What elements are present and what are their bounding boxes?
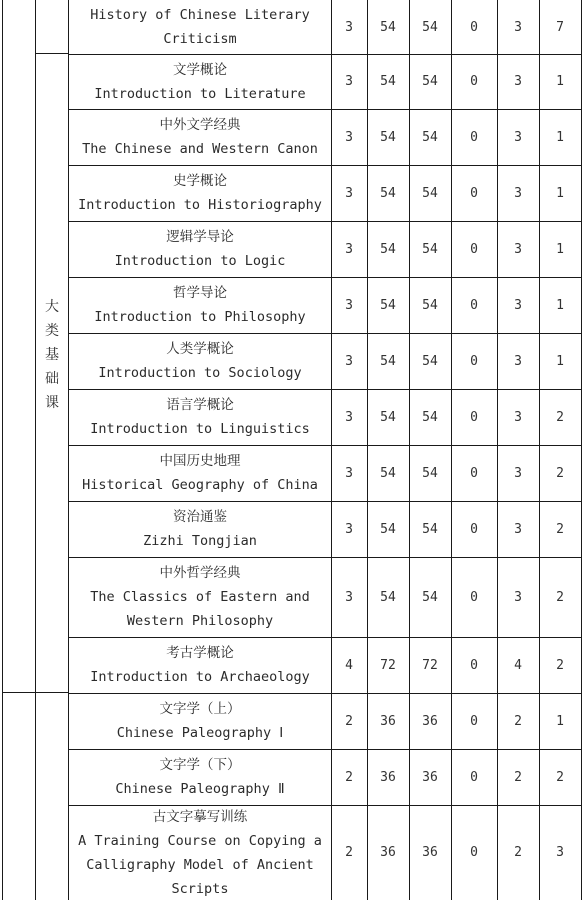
lecture-hours-cell: 54 <box>422 74 438 89</box>
credits-cell: 3 <box>345 589 353 605</box>
credits-cell: 3 <box>345 19 353 35</box>
weekly-hours-cell: 2 <box>514 769 522 785</box>
course-name-zh: 文学概论 <box>173 61 227 78</box>
practice-hours-cell: 0 <box>470 19 478 35</box>
weekly-hours-cell: 4 <box>514 657 522 673</box>
total-hours-cell: 54 <box>380 241 396 257</box>
semester-cell: 2 <box>556 589 564 605</box>
course-name-en: History of Chinese Literary <box>90 7 310 23</box>
practice-hours-cell: 0 <box>470 845 478 860</box>
total-hours-cell: 54 <box>380 465 396 481</box>
course-name-cell <box>69 389 331 445</box>
weekly-hours-cell: 3 <box>514 297 522 313</box>
credits-cell: 3 <box>345 409 353 425</box>
practice-hours-cell: 0 <box>470 185 478 201</box>
course-name-zh: 中外哲学经典 <box>159 565 241 581</box>
course-name-en: Criticism <box>163 31 237 47</box>
total-hours-cell: 54 <box>380 74 396 89</box>
semester-cell: 2 <box>556 657 564 673</box>
total-hours-cell: 54 <box>380 521 396 537</box>
lecture-hours-cell: 36 <box>422 713 438 729</box>
lecture-hours-cell: 54 <box>422 353 438 369</box>
lecture-hours-cell: 54 <box>422 19 438 35</box>
course-name-cell <box>69 333 331 389</box>
course-name-cell <box>69 501 331 557</box>
category-char: 类 <box>45 323 59 339</box>
total-hours-cell: 54 <box>380 353 396 369</box>
credits-cell: 2 <box>345 713 353 729</box>
practice-hours-cell: 0 <box>470 353 478 369</box>
lecture-hours-cell: 54 <box>422 409 438 425</box>
semester-cell: 1 <box>556 297 564 313</box>
course-name-cell <box>69 277 331 333</box>
semester-cell: 1 <box>556 713 564 729</box>
credits-cell: 3 <box>345 241 353 257</box>
practice-hours-cell: 0 <box>470 769 478 785</box>
semester-cell: 1 <box>556 353 564 369</box>
course-name-en: Introduction to Archaeology <box>90 669 310 685</box>
credits-cell: 3 <box>345 74 353 89</box>
lecture-hours-cell: 54 <box>422 129 438 145</box>
semester-cell: 1 <box>556 185 564 201</box>
category-label <box>36 295 68 415</box>
semester-cell: 2 <box>556 521 564 537</box>
total-hours-cell: 54 <box>380 19 396 35</box>
course-name-cell <box>69 0 331 54</box>
lecture-hours-cell: 54 <box>422 465 438 481</box>
credits-cell: 3 <box>345 521 353 537</box>
course-name-en: Western Philosophy <box>126 613 274 629</box>
weekly-hours-cell: 2 <box>514 713 522 729</box>
course-name-zh: 哲学导论 <box>173 285 227 301</box>
table-left-border <box>2 0 3 900</box>
course-name-zh: 资治通鉴 <box>173 509 227 525</box>
table-vline <box>35 0 36 900</box>
table-hline <box>35 53 69 54</box>
total-hours-cell: 54 <box>380 409 396 425</box>
category-char: 础 <box>45 371 59 387</box>
course-name-en: A Training Course on Copying a <box>78 832 322 849</box>
course-name-cell <box>69 221 331 277</box>
course-name-en: Zizhi Tongjian <box>143 533 257 549</box>
total-hours-cell: 36 <box>380 713 396 729</box>
credits-cell: 3 <box>345 129 353 145</box>
lecture-hours-cell: 54 <box>422 297 438 313</box>
course-name-zh: 史学概论 <box>173 173 227 189</box>
total-hours-cell: 54 <box>380 589 396 605</box>
weekly-hours-cell: 3 <box>514 465 522 481</box>
practice-hours-cell: 0 <box>470 74 478 89</box>
semester-cell: 7 <box>556 19 564 35</box>
course-name-en: Historical Geography of China <box>82 477 318 493</box>
credits-cell: 2 <box>345 845 353 860</box>
course-name-zh: 文字学（上） <box>159 701 241 717</box>
course-name-cell <box>69 165 331 221</box>
course-name-en: Introduction to Historiography <box>78 197 322 213</box>
course-name-zh: 人类学概论 <box>166 341 234 357</box>
course-name-zh: 文字学（下） <box>159 757 241 773</box>
course-name-cell <box>69 693 331 749</box>
credits-cell: 4 <box>345 657 353 673</box>
credits-cell: 3 <box>345 185 353 201</box>
lecture-hours-cell: 54 <box>422 521 438 537</box>
category-char: 基 <box>45 347 59 363</box>
total-hours-cell: 54 <box>380 297 396 313</box>
course-name-cell <box>69 557 331 637</box>
semester-cell: 2 <box>556 409 564 425</box>
course-name-en: Introduction to Philosophy <box>94 309 306 325</box>
table-vline <box>581 0 582 900</box>
course-name-zh: 考古学概论 <box>166 645 234 661</box>
course-name-en: Calligraphy Model of Ancient <box>86 856 314 873</box>
practice-hours-cell: 0 <box>470 241 478 257</box>
semester-cell: 1 <box>556 74 564 89</box>
semester-cell: 1 <box>556 241 564 257</box>
course-name-en: Introduction to Sociology <box>98 365 302 381</box>
practice-hours-cell: 0 <box>470 713 478 729</box>
lecture-hours-cell: 36 <box>422 845 438 860</box>
course-name-zh: 古文字摹写训练 <box>152 808 248 825</box>
course-name-en: Introduction to Logic <box>114 253 286 269</box>
lecture-hours-cell: 54 <box>422 185 438 201</box>
credits-cell: 3 <box>345 353 353 369</box>
semester-cell: 2 <box>556 769 564 785</box>
course-name-zh: 中国历史地理 <box>159 453 241 469</box>
total-hours-cell: 36 <box>380 769 396 785</box>
course-name-en: Chinese Paleography Ⅰ <box>116 725 284 741</box>
weekly-hours-cell: 3 <box>514 409 522 425</box>
category-char: 大 <box>45 299 59 315</box>
course-name-en: Scripts <box>171 880 229 897</box>
lecture-hours-cell: 36 <box>422 769 438 785</box>
course-name-cell <box>69 54 331 109</box>
weekly-hours-cell: 3 <box>514 185 522 201</box>
weekly-hours-cell: 3 <box>514 74 522 89</box>
credits-cell: 3 <box>345 465 353 481</box>
total-hours-cell: 72 <box>380 657 396 673</box>
course-name-en: Chinese Paleography Ⅱ <box>115 781 285 797</box>
practice-hours-cell: 0 <box>470 657 478 673</box>
credits-cell: 3 <box>345 297 353 313</box>
practice-hours-cell: 0 <box>470 409 478 425</box>
total-hours-cell: 36 <box>380 845 396 860</box>
practice-hours-cell: 0 <box>470 465 478 481</box>
practice-hours-cell: 0 <box>470 297 478 313</box>
course-name-cell <box>69 805 331 900</box>
weekly-hours-cell: 3 <box>514 589 522 605</box>
semester-cell: 1 <box>556 129 564 145</box>
weekly-hours-cell: 2 <box>514 845 522 860</box>
weekly-hours-cell: 3 <box>514 19 522 35</box>
course-name-cell <box>69 749 331 805</box>
lecture-hours-cell: 72 <box>422 657 438 673</box>
practice-hours-cell: 0 <box>470 589 478 605</box>
credits-cell: 2 <box>345 769 353 785</box>
course-name-en: Introduction to Linguistics <box>90 421 310 437</box>
course-name-zh: 语言学概论 <box>166 397 234 413</box>
weekly-hours-cell: 3 <box>514 129 522 145</box>
weekly-hours-cell: 3 <box>514 241 522 257</box>
lecture-hours-cell: 54 <box>422 241 438 257</box>
course-name-zh: 中外文学经典 <box>159 117 241 133</box>
course-name-cell <box>69 637 331 693</box>
semester-cell: 3 <box>556 845 564 860</box>
course-name-cell <box>69 109 331 165</box>
course-name-en: Introduction to Literature <box>94 85 306 102</box>
course-name-en: The Classics of Eastern and <box>90 589 310 605</box>
practice-hours-cell: 0 <box>470 521 478 537</box>
course-name-zh: 逻辑学导论 <box>166 229 234 245</box>
practice-hours-cell: 0 <box>470 129 478 145</box>
lecture-hours-cell: 54 <box>422 589 438 605</box>
total-hours-cell: 54 <box>380 129 396 145</box>
semester-cell: 2 <box>556 465 564 481</box>
course-name-cell <box>69 445 331 501</box>
table-hline <box>2 692 69 693</box>
course-name-en: The Chinese and Western Canon <box>82 141 318 157</box>
total-hours-cell: 54 <box>380 185 396 201</box>
weekly-hours-cell: 3 <box>514 521 522 537</box>
category-char: 课 <box>45 395 59 411</box>
weekly-hours-cell: 3 <box>514 353 522 369</box>
